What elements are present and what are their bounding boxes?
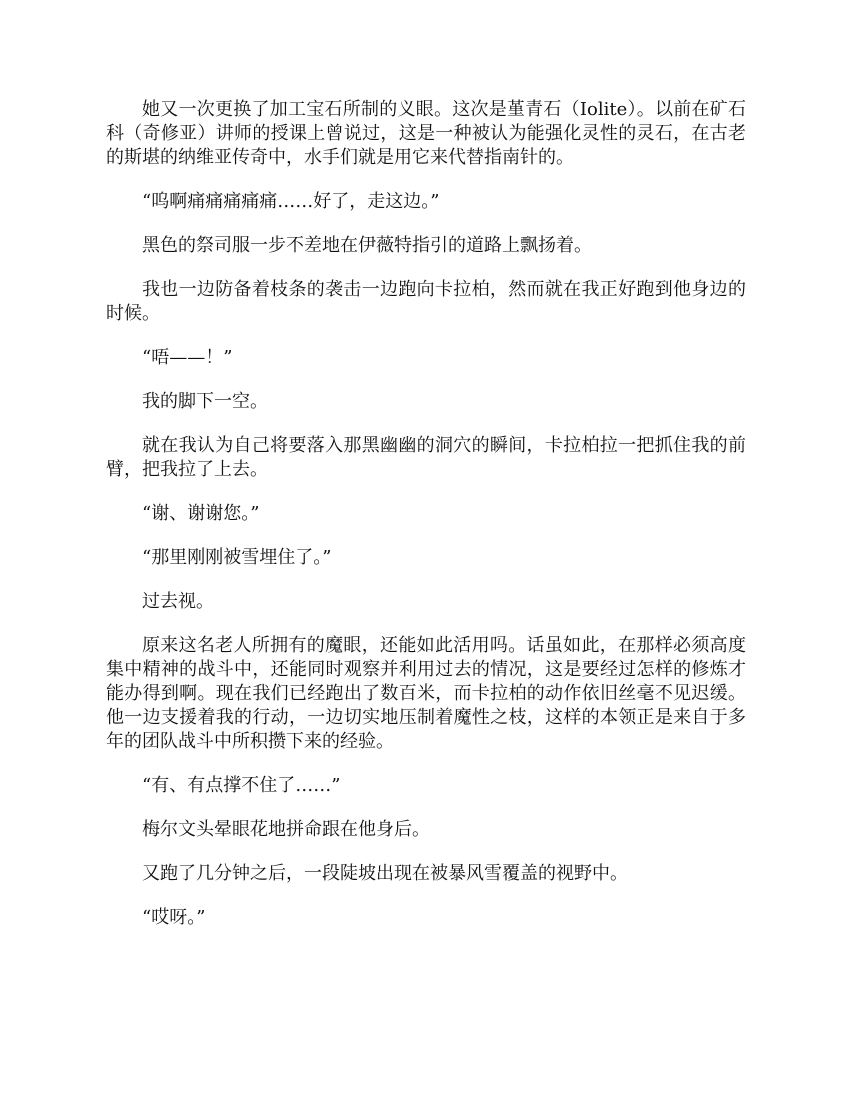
paragraph: “谢、谢谢您。” bbox=[142, 503, 260, 524]
document-page bbox=[106, 98, 746, 950]
paragraph: 过去视。 bbox=[142, 591, 214, 612]
paragraph: 她又一次更换了加工宝石所制的义眼。这次是堇青石（Iolite）。以前在矿石科（奇修亚）讲师的授课上曾说过，这是一种被认为能强化灵性的灵石，在古老的斯堪的纳维亚传奇中，水手们就是用它来代替指南针的。 bbox=[106, 99, 746, 168]
paragraph: “那里刚刚被雪埋住了。” bbox=[142, 547, 332, 568]
paragraph: “哎呀。” bbox=[142, 907, 206, 928]
paragraph: 黑色的祭司服一步不差地在伊薇特指引的道路上飘扬着。 bbox=[142, 235, 592, 256]
paragraph: 我也一边防备着枝条的袭击一边跑向卡拉柏，然而就在我正好跑到他身边的时候。 bbox=[106, 279, 746, 324]
paragraph: 又跑了几分钟之后，一段陡坡出现在被暴风雪覆盖的视野中。 bbox=[142, 863, 628, 884]
paragraph: 就在我认为自己将要落入那黑幽幽的洞穴的瞬间，卡拉柏拉一把抓住我的前臂，把我拉了上去。 bbox=[106, 435, 746, 480]
paragraph: “唔——！” bbox=[142, 347, 233, 368]
paragraph: 我的脚下一空。 bbox=[142, 391, 268, 412]
paragraph: “呜啊痛痛痛痛痛……好了，走这边。” bbox=[142, 191, 440, 212]
paragraph: “有、有点撑不住了……” bbox=[142, 775, 341, 796]
paragraph: 梅尔文头晕眼花地拼命跟在他身后。 bbox=[142, 819, 430, 840]
paragraph: 原来这名老人所拥有的魔眼，还能如此活用吗。话虽如此，在那样必须高度集中精神的战斗中，还能同时观察并利用过去的情况，这是要经过怎样的修炼才能办得到啊。现在我们已经跑出了数百米，而卡拉柏的动作依旧丝毫不见迟缓。他一边支援着我的行动，一边切实地压制着魔性之枝，这样的本领正是来自于多年的团队战斗中所积攒下来的经验。 bbox=[106, 635, 746, 752]
